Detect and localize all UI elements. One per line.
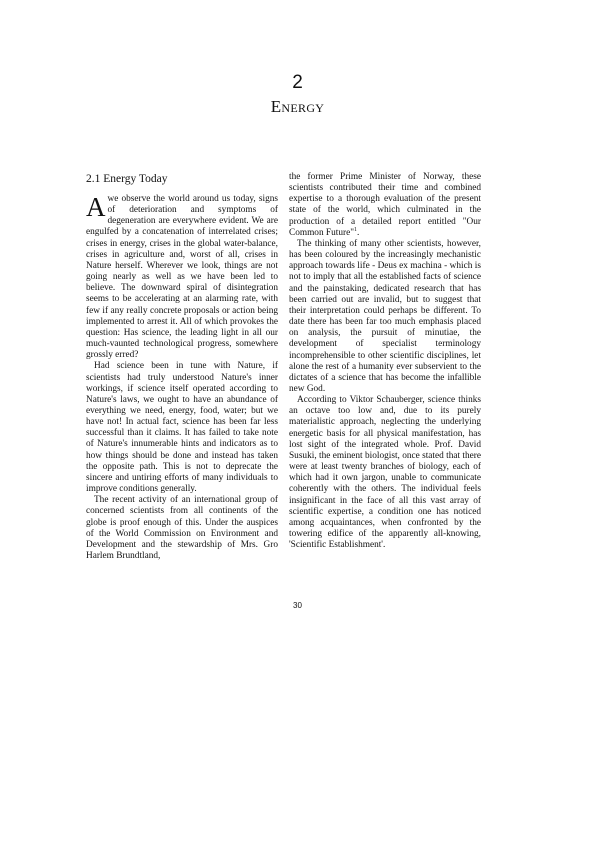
left-column	[86, 172, 278, 562]
drop-cap: A	[86, 192, 106, 222]
paragraph-3-continued-end: .	[357, 227, 360, 238]
paragraph-3: The recent activity of an international group of concerned scientists from all continents of the globe is proof enough of this. Under the auspices of the World Commission on Environment and Development and the stewardship of Mrs. Gro Harlem Brundtland,	[86, 495, 278, 561]
paragraph-1-text: we observe the world around us today, signs of deterioration and symptoms of degeneration are everywhere evident. We are engulfed by a concatenation of interrelated crises; crises in energy, crises in the global water-balance, crises in agriculture and, worst of all, crises in Nature herself. Wherever we look, things are not going nearly as well as we have been led to believe. The downward spiral of disintegration seems to be accelerating at an alarming rate, with few if any really concrete proposals or action being implemented to arrest it. All of which provokes the question: Has science, the leading light in all our much-vaunted technological progress, somewhere grossly erred?	[86, 194, 278, 361]
paragraph-5: According to Viktor Schauberger, science thinks an octave too low and, due to its purely materialistic approach, neglecting the underlying energetic basis for all physical manifestation, has lost sight of the integrated whole. Prof. David Susuki, the eminent biologist, once stated that there were at least twenty branches of biology, each of which had it own jargon, unable to communicate coherently with the others. The individual feels insignificant in the face of all this vast array of scientific expertise, a condition one has noticed among acquaintances, when confronted by the towering edifice of the apparently all-knowing, 'Scientific Establishment'.	[289, 395, 481, 551]
chapter-title: Energy	[270, 97, 325, 116]
right-column	[289, 172, 481, 551]
paragraph-3-continued	[289, 172, 481, 239]
paragraph-4: The thinking of many other scientists, however, has been coloured by the increasingly mechanistic approach towards life - Deus ex machina - which is not to imply that all the established facts of science and the painstaking, dedicated research that has been carried out are invalid, but to suggest that their interpretation could perhaps be different. To date there has been far too much emphasis placed on analysis, the pursuit of minutiae, the development of specialist terminology incomprehensible to other scientific disciplines, let alone the rest of a humanity ever subservient to the dictates of a science that has become the infallible new God.	[289, 238, 481, 394]
footnote-marker[interactable]: 1	[354, 226, 358, 233]
paragraph-2: Had science been in tune with Nature, if scientists had truly understood Nature's inner workings, if science itself operated according to Nature's laws, we ought to have an abundance of everything we need, energy, food, water; but we have not! In actual fact, science has been far less successful than it claims. It has failed to take note of Nature's innumerable hints and indicators as to how things should be done and instead has taken the opposite path. This is not to deprecate the sincere and untiring efforts of many individuals to improve conditions generally.	[86, 361, 278, 495]
page-number: 30	[293, 601, 302, 610]
paragraph-3-continued-text: the former Prime Minister of Norway, these scientists contributed their time and combined expertise to a thorough evaluation of the present state of the world, which culminated in the production of a detailed report entitled "Our Common Future"	[289, 172, 481, 238]
paragraph-1	[86, 194, 278, 361]
section-heading: 2.1 Energy Today	[86, 173, 168, 185]
chapter-number: 2	[292, 72, 303, 93]
